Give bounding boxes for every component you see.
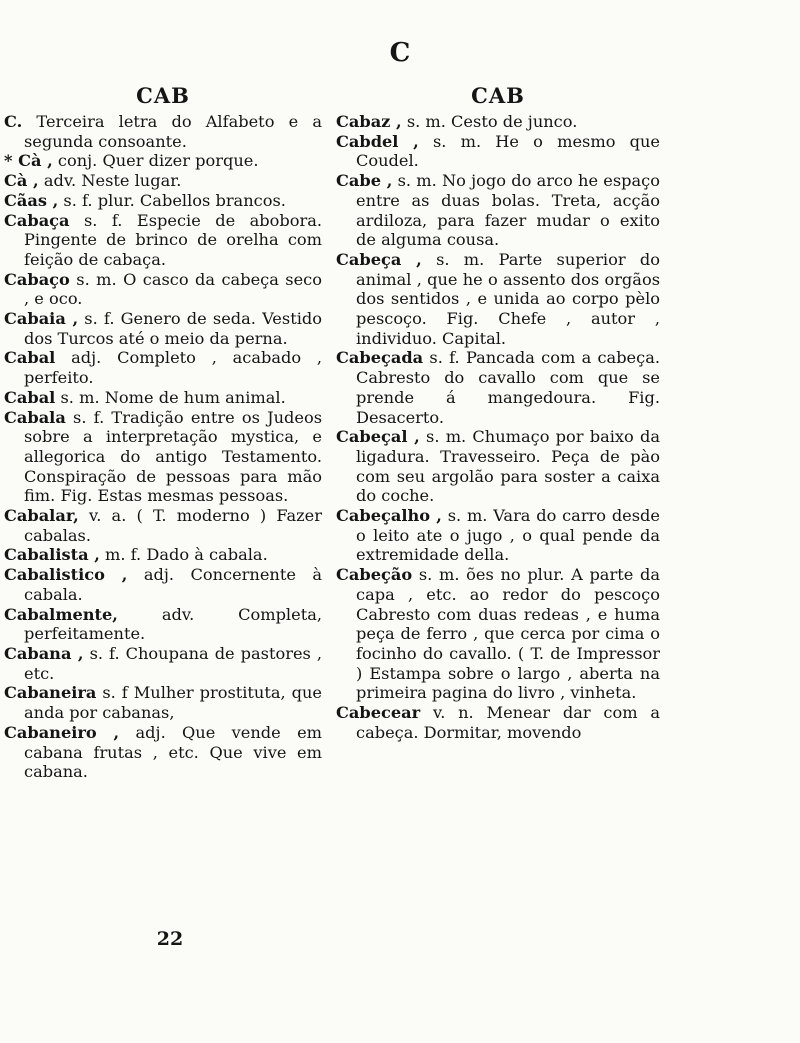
dictionary-entry (4, 565, 322, 604)
definition: s. m. Parte superior do animal , que he o assento dos orgãos dos sentidos , e unida ao corpo pèlo pescoço. Fig. Chefe , autor , individuo. Capital. (356, 249, 660, 348)
headword: Cabaia , (4, 309, 79, 329)
dictionary-entry (336, 703, 660, 742)
definition: adj. Concernente à cabala. (24, 565, 322, 604)
headword: C. (4, 112, 23, 131)
definition: s. f. Choupana de pastores , etc. (24, 643, 322, 683)
right-column-header: CAB (471, 83, 525, 108)
dictionary-entry (4, 545, 322, 565)
headword: Cabaneira (4, 683, 97, 703)
definition: conj. Quer dizer porque. (57, 151, 259, 171)
definition: adj. Completo , acabado , perfeito. (24, 348, 323, 388)
definition: Terceira letra do Alfabeto e a segunda consoante. (24, 112, 322, 151)
dictionary-entry (336, 427, 660, 506)
dictionary-entry (4, 151, 322, 171)
definition: s. f. plur. Cabellos brancos. (63, 190, 286, 210)
dictionary-entry (4, 388, 322, 408)
definition: v. a. ( T. moderno ) Fazer cabalas. (24, 506, 322, 545)
dictionary-entry (4, 644, 322, 683)
page-number: 22 (156, 928, 184, 950)
headword: Cabeção (336, 565, 413, 585)
definition: s. m. Cesto de junco. (406, 112, 578, 131)
section-letter: C (389, 38, 411, 68)
dictionary-entry (336, 506, 660, 565)
headword: Cabe , (336, 171, 393, 191)
headword: Cabeçal , (336, 427, 420, 447)
definition: adv. Neste lugar. (43, 171, 182, 191)
headword: Cabalista , (4, 545, 100, 565)
definition: s. m. Vara do carro desde o leito ate o jugo , o qual pende da extremidade della. (356, 506, 661, 565)
definition: s. m. No jogo do arco he espaço entre as duas bolas. Treta, acção ardiloza, para fazer mudar o exito de alguma cousa. (356, 171, 660, 250)
left-column-header: CAB (136, 83, 190, 108)
definition: adv. Completa, perfeitamente. (24, 604, 322, 644)
headword: Cãas , (4, 190, 59, 210)
headword: Cabeça , (336, 249, 422, 269)
definition: m. f. Dado à cabala. (105, 545, 268, 565)
right-column (336, 84, 660, 743)
headword: Cà , (4, 171, 39, 191)
dictionary-entry (4, 171, 322, 191)
dictionary-entry (4, 112, 322, 151)
dictionary-entry (336, 250, 660, 349)
dictionary-entry (4, 191, 322, 211)
headword: Cabalistico , (4, 565, 128, 585)
dictionary-entry (336, 171, 660, 250)
headword: Cabal (4, 387, 56, 407)
headword: Cabeçalho , (336, 506, 442, 526)
dictionary-entry (336, 112, 660, 132)
definition: v. n. Menear dar com a cabeça. Dormitar, movendo (356, 703, 660, 742)
right-entry-list (336, 112, 660, 743)
dictionary-entry (4, 309, 322, 348)
headword: Cabaneiro , (4, 722, 120, 742)
definition: s. f. Tradição entre os Judeos sobre a interpretação mystica, e allegorica do antigo Testamento. Conspiração de pessoas para mão fim. Fig. Estas mesmas pessoas. (24, 407, 322, 506)
dictionary-entry (4, 506, 322, 545)
headword: Cabal (4, 348, 56, 368)
dictionary-entry (336, 348, 660, 427)
dictionary-entry (4, 408, 322, 507)
definition: s. m. O casco da cabeça seco , e oco. (24, 269, 322, 309)
headword: Cabana , (4, 643, 84, 663)
dictionary-entry (4, 211, 322, 270)
headword: Cabaça (4, 210, 70, 230)
definition: s. f. Genero de seda. Vestido dos Turcos até o meio da perna. (24, 309, 322, 348)
definition: s. m. He o mesmo que Coudel. (356, 131, 660, 171)
headword: Cabalar, (4, 506, 79, 526)
dictionary-entry (4, 348, 322, 387)
headword: Cabecear (336, 703, 421, 723)
dictionary-entry (336, 132, 660, 171)
definition: s. m. ões no plur. A parte da capa , etc. ao redor do pescoço Cabresto com duas redeas , e huma peça de ferro , que cerca por cima o focinho do cavallo. ( T. de Impressor ) Estampa sobre o largo , aberta na primeira pagina do livro , vinheta. (356, 565, 660, 703)
headword: Cabaço (4, 269, 70, 289)
headword: Cabala (4, 407, 66, 427)
headword: * Cà , (4, 151, 53, 171)
dictionary-entry (4, 723, 322, 782)
dictionary-entry (4, 270, 322, 309)
headword: Cabalmente, (4, 604, 118, 624)
left-entry-list (4, 112, 322, 782)
definition: adj. Que vende em cabana frutas , etc. Que vive em cabana. (24, 722, 322, 782)
definition: s. m. Nome de hum animal. (60, 387, 286, 407)
definition: s. f. Pancada com a cabeça. Cabresto do cavallo com que se prende á mangedoura. Fig. Desacerto. (356, 348, 660, 427)
definition: s. f Mulher prostituta, que anda por cabanas, (24, 683, 322, 723)
dictionary-entry (336, 565, 660, 703)
headword: Cabdel , (336, 131, 419, 151)
definition: s. f. Especie de abobora. Pingente de brinco de orelha com feição de cabaça. (24, 210, 322, 269)
definition: s. m. Chumaço por baixo da ligadura. Travesseiro. Peça de pào com seu argolão para soster a caixa do coche. (356, 427, 660, 506)
headword: Cabeçada (336, 348, 424, 368)
dictionary-entry (4, 605, 322, 644)
left-column (4, 84, 322, 782)
dictionary-entry (4, 683, 322, 722)
headword: Cabaz , (336, 112, 402, 131)
